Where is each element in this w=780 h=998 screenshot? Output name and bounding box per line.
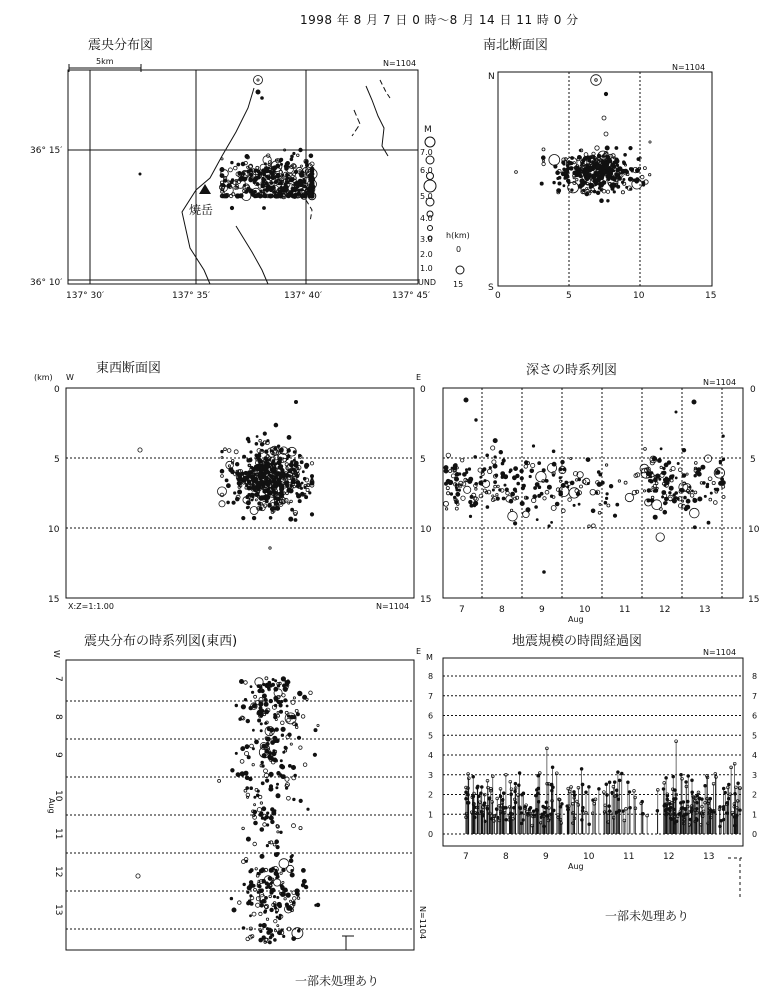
mt-point	[669, 806, 672, 809]
mt-y-tick: 2	[428, 790, 434, 800]
et-y-tick: 9	[53, 752, 63, 758]
ns-x-tick-10: 10	[633, 291, 645, 301]
mt-point	[709, 797, 712, 800]
mt-point	[737, 782, 740, 785]
et-y-tick: 12	[53, 866, 63, 878]
dt-y-tick-5: 5	[750, 455, 756, 465]
mt-point	[691, 779, 694, 782]
ns-x-tick-5: 5	[566, 291, 572, 301]
mt-point	[473, 806, 476, 809]
dt-y-tick-15: 15	[748, 595, 760, 605]
mt-y-tick-right: 2	[752, 790, 758, 800]
mt-point	[488, 797, 491, 800]
depth-label-15: 15	[453, 280, 464, 289]
mt-point	[704, 784, 707, 787]
x-tick-lon-35: 137° 35′	[172, 291, 211, 301]
mt-point	[467, 801, 470, 804]
dt-x-tick: 8	[499, 605, 505, 615]
et-y-tick: 8	[53, 714, 63, 720]
mt-point	[537, 774, 540, 777]
mt-point	[680, 773, 683, 776]
mag-label-3: 3.0	[420, 235, 433, 244]
mt-y-tick-right: 7	[752, 691, 758, 701]
mt-point	[685, 813, 688, 816]
mt-point	[628, 791, 631, 794]
mt-point	[559, 805, 562, 808]
mt-point	[734, 792, 737, 795]
ew-y-tick-right-0: 0	[420, 385, 426, 395]
mt-point	[561, 803, 564, 806]
mt-point	[656, 809, 659, 812]
mt-xlabel: Aug	[568, 862, 584, 871]
mt-point	[573, 794, 576, 797]
mt-point	[465, 791, 468, 794]
ew-y-tick-5: 5	[54, 455, 60, 465]
mt-point	[537, 800, 540, 803]
mt-point	[674, 822, 677, 825]
mt-point	[608, 781, 611, 784]
ew-y-tick-right-10: 10	[420, 525, 432, 535]
mt-point	[672, 775, 675, 778]
mt-y-tick: 6	[428, 711, 434, 721]
epicenter-count: N=1104	[383, 59, 417, 68]
mt-point	[701, 798, 704, 801]
mt-point	[514, 790, 517, 793]
dt-x-tick: 7	[459, 605, 465, 615]
mt-point	[739, 809, 742, 812]
mt-point	[682, 815, 685, 818]
mt-point	[678, 813, 681, 816]
mt-point	[467, 793, 470, 796]
mt-point	[682, 801, 685, 804]
mt-count: N=1104	[703, 648, 737, 657]
mag-label-und: UND	[418, 278, 436, 287]
ns-count: N=1104	[672, 63, 706, 72]
ns-x-tick-15: 15	[705, 291, 717, 301]
mt-point	[521, 793, 524, 796]
ns-x-tick-0: 0	[495, 291, 501, 301]
ew-count: N=1104	[376, 602, 410, 611]
dt-x-tick: 11	[619, 605, 631, 615]
ew-y-tick-15: 15	[48, 595, 60, 605]
mt-point	[582, 806, 585, 809]
mt-point	[505, 806, 508, 809]
mt-point	[518, 772, 521, 775]
dt-y-tick-0: 0	[750, 385, 756, 395]
mt-point	[588, 786, 591, 789]
mt-point	[532, 810, 535, 813]
et-corner-w: W	[52, 650, 61, 658]
mt-point	[481, 815, 484, 818]
mt-point	[592, 799, 595, 802]
mt-y-tick-right: 4	[752, 751, 758, 760]
volcano-label: 焼岳	[189, 203, 214, 217]
mt-point	[608, 805, 611, 808]
et-y-tick: 7	[53, 676, 63, 682]
mt-x-tick: 7	[463, 852, 469, 862]
ew-ylabel: (km)	[34, 373, 53, 382]
mt-point	[495, 808, 498, 811]
mt-point	[674, 789, 677, 792]
mt-point	[540, 816, 543, 819]
mt-point	[720, 819, 723, 822]
scale-label: 5km	[96, 57, 114, 66]
footnote-left: 一部未処理あり	[295, 974, 380, 988]
mt-y-tick: 4	[428, 751, 434, 760]
mt-point	[465, 797, 468, 800]
depth-time-title: 深さの時系列図	[526, 363, 618, 378]
mt-point	[617, 798, 620, 801]
mt-y-tick: 0	[428, 830, 434, 839]
mt-point	[665, 777, 668, 780]
mt-ylabel: M	[426, 653, 433, 662]
mt-point	[620, 772, 623, 775]
mt-point	[581, 809, 584, 812]
mt-point	[608, 810, 611, 813]
mt-point	[689, 818, 692, 821]
dt-xlabel: Aug	[568, 615, 584, 624]
mt-point	[573, 791, 576, 794]
et-ylabel: Aug	[47, 798, 56, 814]
ew-corner-w: W	[66, 373, 74, 382]
mt-point	[696, 794, 699, 797]
mt-point	[476, 785, 479, 788]
mt-point	[663, 804, 666, 807]
mt-point	[726, 801, 729, 804]
dt-y-tick-10: 10	[748, 525, 760, 535]
ew-y-tick-10: 10	[48, 525, 60, 535]
mt-point	[613, 781, 616, 784]
dt-x-tick: 12	[659, 605, 671, 615]
mt-point	[520, 812, 523, 815]
y-tick-lat-10: 36° 10′	[30, 278, 63, 288]
depth-legend-title: h(km)	[446, 231, 470, 240]
ew-y-tick-right-5: 5	[420, 455, 426, 465]
mt-point	[543, 825, 546, 828]
mt-y-tick: 1	[428, 810, 434, 820]
mt-y-tick-right: 0	[752, 830, 758, 839]
mt-point	[543, 811, 546, 814]
mt-y-tick-right: 5	[752, 731, 758, 741]
mt-y-tick: 7	[428, 691, 434, 701]
mt-point	[566, 808, 569, 811]
et-y-tick: 10	[53, 790, 63, 802]
mt-point	[666, 794, 669, 797]
mag-label-5: 5.0	[420, 192, 433, 201]
magnitude-time-title: 地震規模の時間経過図	[512, 634, 643, 649]
mt-point	[528, 808, 531, 811]
mt-point	[514, 782, 517, 785]
epicenter-time-title: 震央分布の時系列図(東西)	[84, 634, 238, 649]
et-count: N=1104	[418, 906, 427, 940]
mt-x-tick: 9	[543, 852, 549, 862]
mt-unprocessed-marker	[728, 858, 742, 900]
ew-y-tick-0: 0	[54, 385, 60, 395]
y-tick-lat-15: 36° 15′	[30, 146, 63, 156]
mt-point	[690, 807, 693, 810]
mt-y-tick: 5	[428, 731, 434, 741]
mt-x-tick: 13	[703, 852, 715, 862]
mt-point	[552, 786, 555, 789]
mt-point	[535, 789, 538, 792]
dt-x-tick: 9	[539, 605, 545, 615]
epicenter-title: 震央分布図	[88, 38, 154, 53]
ew-y-tick-right-15: 15	[420, 595, 432, 605]
mag-legend-title: M	[424, 125, 432, 135]
mt-x-tick: 8	[503, 852, 509, 862]
mt-point	[527, 812, 530, 815]
mt-y-tick-right: 3	[752, 770, 758, 780]
mt-point	[611, 791, 614, 794]
mt-point	[713, 811, 716, 814]
mag-label-4: 4.0	[420, 214, 433, 223]
mt-point	[695, 817, 698, 820]
mt-point	[629, 806, 632, 809]
mt-point	[472, 775, 475, 778]
x-tick-lon-30: 137° 30′	[66, 291, 105, 301]
mt-y-tick: 3	[428, 770, 434, 780]
mt-point	[502, 792, 505, 795]
mag-label-2: 2.0	[420, 250, 433, 259]
mt-point	[665, 808, 668, 811]
dt-x-tick: 13	[699, 605, 711, 615]
mt-point	[480, 786, 483, 789]
mt-point	[566, 805, 569, 808]
mag-label-6: 6.0	[420, 166, 433, 175]
dt-count: N=1104	[703, 378, 737, 387]
mt-point	[519, 807, 522, 810]
ew-section-title: 東西断面図	[96, 361, 162, 376]
mt-point	[622, 810, 625, 813]
mt-point	[627, 781, 630, 784]
mt-point	[727, 783, 730, 786]
footnote-right: 一部未処理あり	[605, 909, 690, 923]
mt-y-tick: 8	[428, 672, 434, 681]
mt-point	[551, 766, 554, 769]
ew-ratio-label: X:Z=1:1.00	[68, 602, 114, 611]
x-tick-lon-40: 137° 40′	[284, 291, 323, 301]
ns-section-title: 南北断面図	[483, 38, 549, 53]
mt-y-tick-right: 8	[752, 672, 758, 681]
mt-point	[724, 791, 727, 794]
x-tick-lon-45: 137° 45′	[392, 291, 431, 301]
mt-point	[685, 781, 688, 784]
page-title: 1998 年 8 月 7 日 0 時〜8 月 14 日 11 時 0 分	[300, 13, 579, 27]
mt-x-tick: 12	[663, 852, 675, 862]
mt-x-tick: 10	[583, 852, 595, 862]
mt-y-tick-right: 1	[752, 810, 758, 820]
mt-x-tick: 11	[623, 852, 635, 862]
mt-point	[618, 779, 621, 782]
mt-point	[605, 783, 608, 786]
ns-corner-s: S	[488, 283, 494, 293]
mt-point	[719, 806, 722, 809]
mt-point	[585, 791, 588, 794]
mt-point	[580, 768, 583, 771]
mt-point	[490, 817, 493, 820]
mt-point	[666, 798, 669, 801]
mt-point	[598, 788, 601, 791]
mt-point	[545, 801, 548, 804]
et-corner-e: E	[416, 647, 422, 656]
mt-point	[534, 794, 537, 797]
mt-point	[642, 812, 645, 815]
mt-point	[722, 787, 725, 790]
mt-point	[617, 771, 620, 774]
mag-label-1: 1.0	[420, 264, 433, 273]
depth-label-0: 0	[456, 245, 462, 254]
mt-y-tick-right: 6	[752, 711, 758, 721]
mt-point	[686, 800, 689, 803]
ns-corner-n: N	[488, 72, 495, 82]
et-y-tick: 11	[53, 828, 63, 840]
mt-point	[484, 820, 487, 823]
dt-x-tick: 10	[579, 605, 591, 615]
mag-label-7: 7.0	[420, 148, 433, 157]
et-y-tick: 13	[53, 904, 63, 916]
ew-corner-e: E	[416, 373, 422, 382]
mt-point	[687, 775, 690, 778]
